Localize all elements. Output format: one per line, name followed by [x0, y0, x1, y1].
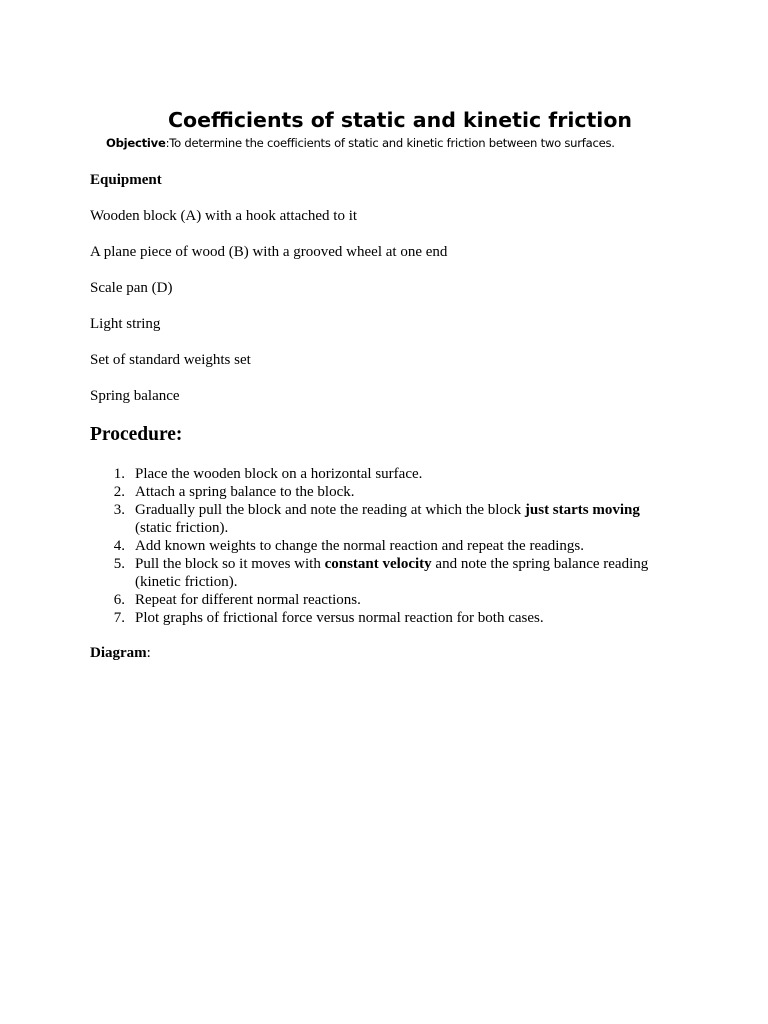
step-text: Repeat for different normal reactions.: [135, 592, 361, 608]
equipment-item: A plane piece of wood (B) with a grooved wheel at one end: [90, 244, 448, 260]
equipment-item: Set of standard weights set: [90, 352, 251, 368]
emphasis-just-starts-moving: just starts moving: [524, 502, 640, 518]
procedure-step: [90, 555, 670, 591]
step-number: 7.: [113, 610, 125, 626]
diagram-label: Diagram:: [90, 645, 151, 661]
step-text: Add known weights to change the normal reaction and repeat the readings.: [135, 538, 585, 554]
step-number: 5.: [113, 556, 125, 572]
procedure-step: [90, 609, 670, 627]
document-title: Coefficients of static and kinetic friction: [167, 108, 633, 132]
step-number: 3.: [113, 502, 125, 518]
equipment-heading: Equipment: [90, 172, 162, 188]
step-number: 6.: [113, 592, 125, 608]
step-text: Place the wooden block on a horizontal surface.: [135, 466, 423, 482]
objective-label: Objective: [106, 136, 166, 150]
step-number: 1.: [113, 466, 125, 482]
procedure-heading: Procedure:: [90, 424, 183, 445]
procedure-step: [90, 501, 670, 537]
procedure-step: [90, 591, 670, 609]
step-text: Gradually pull the block and note the reading at which the block just starts moving (static friction).: [135, 502, 640, 536]
step-number: 4.: [113, 538, 125, 554]
equipment-item: Spring balance: [90, 388, 180, 404]
step-text: Attach a spring balance to the block.: [135, 484, 355, 500]
procedure-steps: [90, 465, 670, 627]
objective-text: :To determine the coefficients of static and kinetic friction between two surfaces.: [165, 136, 615, 150]
step-number: 2.: [113, 484, 125, 500]
emphasis-constant-velocity: constant velocity: [324, 556, 432, 572]
equipment-item: Wooden block (A) with a hook attached to it: [90, 208, 358, 224]
procedure-step: [90, 483, 670, 501]
equipment-item: Light string: [90, 316, 161, 332]
procedure-step: [90, 537, 670, 555]
step-text: Pull the block so it moves with constant velocity and note the spring balance reading (kinetic friction).: [135, 556, 649, 590]
objective-line: [106, 135, 615, 151]
procedure-step: [90, 465, 670, 483]
step-text: Plot graphs of frictional force versus normal reaction for both cases.: [135, 610, 544, 626]
equipment-item: Scale pan (D): [90, 280, 173, 296]
